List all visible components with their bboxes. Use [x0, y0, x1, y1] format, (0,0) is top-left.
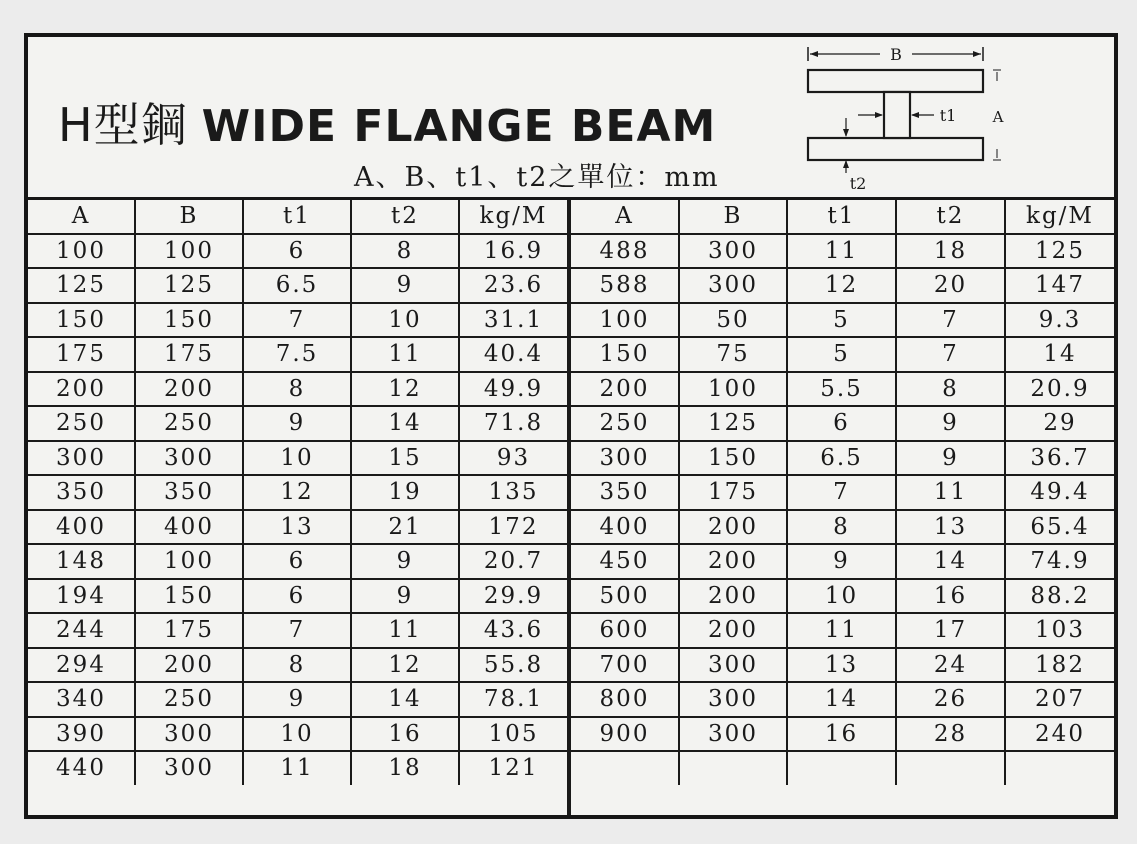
table-cell: 103 — [1005, 613, 1114, 648]
table-cell: 125 — [679, 406, 787, 441]
table-cell — [571, 751, 679, 785]
table-cell: 200 — [679, 510, 787, 545]
spec-table-left — [28, 200, 567, 785]
table-cell: 11 — [351, 337, 459, 372]
table-cell: 100 — [28, 234, 135, 269]
table-cell: 9 — [896, 441, 1005, 476]
table-cell: 88.2 — [1005, 579, 1114, 614]
column-header: kg/M — [1005, 200, 1114, 234]
page-title — [58, 89, 716, 155]
table-cell: 100 — [679, 372, 787, 407]
table-cell: 400 — [135, 510, 243, 545]
table-row — [28, 268, 567, 303]
label-a: A — [992, 108, 1004, 126]
table-row — [28, 337, 567, 372]
table-cell: 294 — [28, 648, 135, 683]
table-row — [571, 613, 1114, 648]
column-header: A — [571, 200, 679, 234]
table-cell: 350 — [571, 475, 679, 510]
table-cell: 18 — [896, 234, 1005, 269]
table-cell: 9 — [896, 406, 1005, 441]
table-cell: 350 — [135, 475, 243, 510]
table-row — [571, 268, 1114, 303]
table-cell: 23.6 — [459, 268, 567, 303]
table-cell: 18 — [351, 751, 459, 785]
table-cell: 400 — [571, 510, 679, 545]
spec-table-area — [28, 200, 1114, 815]
table-cell: 12 — [787, 268, 896, 303]
table-cell: 450 — [571, 544, 679, 579]
table-cell: 7 — [896, 303, 1005, 338]
table-cell: 7 — [896, 337, 1005, 372]
table-cell: 500 — [571, 579, 679, 614]
table-cell: 11 — [351, 613, 459, 648]
h-beam-diagram — [800, 43, 1010, 193]
table-cell: 29.9 — [459, 579, 567, 614]
table-cell: 10 — [787, 579, 896, 614]
table-cell: 125 — [1005, 234, 1114, 269]
table-cell: 300 — [679, 648, 787, 683]
table-row — [28, 717, 567, 752]
table-cell: 10 — [243, 441, 351, 476]
table-cell: 11 — [787, 613, 896, 648]
table-row — [28, 441, 567, 476]
spec-sheet — [24, 33, 1118, 819]
table-cell: 9 — [351, 544, 459, 579]
table-cell: 200 — [135, 372, 243, 407]
table-row — [571, 337, 1114, 372]
table-cell: 9 — [351, 579, 459, 614]
table-cell: 9 — [787, 544, 896, 579]
table-cell: 13 — [243, 510, 351, 545]
table-cell: 250 — [135, 406, 243, 441]
table-cell: 440 — [28, 751, 135, 785]
table-cell: 100 — [135, 544, 243, 579]
table-row — [571, 751, 1114, 785]
table-cell: 20.7 — [459, 544, 567, 579]
table-cell: 172 — [459, 510, 567, 545]
table-cell: 20.9 — [1005, 372, 1114, 407]
h-section-outline — [808, 70, 983, 160]
table-cell: 300 — [135, 441, 243, 476]
table-cell: 9 — [243, 682, 351, 717]
table-cell: 12 — [351, 372, 459, 407]
table-cell: 200 — [571, 372, 679, 407]
table-cell: 147 — [1005, 268, 1114, 303]
table-cell: 26 — [896, 682, 1005, 717]
table-cell: 49.9 — [459, 372, 567, 407]
table-cell: 7 — [243, 303, 351, 338]
dimension-a — [992, 70, 1004, 160]
table-cell: 11 — [787, 234, 896, 269]
table-row — [571, 717, 1114, 752]
table-cell: 6 — [243, 544, 351, 579]
table-cell: 488 — [571, 234, 679, 269]
table-cell: 16 — [351, 717, 459, 752]
table-cell: 250 — [135, 682, 243, 717]
table-cell: 150 — [135, 303, 243, 338]
table-cell: 175 — [135, 337, 243, 372]
label-t1: t1 — [939, 106, 957, 125]
table-cell: 8 — [243, 372, 351, 407]
table-cell: 49.4 — [1005, 475, 1114, 510]
table-cell: 340 — [28, 682, 135, 717]
table-cell — [1005, 751, 1114, 785]
table-cell: 125 — [135, 268, 243, 303]
table-cell: 5 — [787, 337, 896, 372]
table-cell: 14 — [787, 682, 896, 717]
table-cell: 31.1 — [459, 303, 567, 338]
table-cell — [787, 751, 896, 785]
table-cell: 43.6 — [459, 613, 567, 648]
table-cell: 175 — [28, 337, 135, 372]
table-cell: 19 — [351, 475, 459, 510]
table-row — [28, 613, 567, 648]
label-t2: t2 — [849, 174, 867, 193]
table-row — [571, 303, 1114, 338]
table-row — [571, 510, 1114, 545]
table-cell: 200 — [679, 613, 787, 648]
table-cell: 240 — [1005, 717, 1114, 752]
table-cell: 5 — [787, 303, 896, 338]
table-row — [28, 510, 567, 545]
table-cell: 244 — [28, 613, 135, 648]
table-cell: 10 — [243, 717, 351, 752]
table-row — [28, 648, 567, 683]
header — [28, 37, 1114, 200]
table-cell: 16.9 — [459, 234, 567, 269]
table-cell: 74.9 — [1005, 544, 1114, 579]
table-cell: 300 — [679, 682, 787, 717]
table-row — [571, 648, 1114, 683]
table-cell: 16 — [787, 717, 896, 752]
table-cell — [896, 751, 1005, 785]
table-cell: 29 — [1005, 406, 1114, 441]
table-cell: 9 — [243, 406, 351, 441]
table-row — [571, 372, 1114, 407]
table-cell: 16 — [896, 579, 1005, 614]
table-cell: 15 — [351, 441, 459, 476]
table-row — [28, 751, 567, 785]
table-cell: 14 — [896, 544, 1005, 579]
table-cell: 300 — [135, 751, 243, 785]
table-cell: 78.1 — [459, 682, 567, 717]
table-cell: 300 — [135, 717, 243, 752]
table-row — [28, 579, 567, 614]
table-row — [571, 441, 1114, 476]
table-cell: 700 — [571, 648, 679, 683]
table-cell: 65.4 — [1005, 510, 1114, 545]
column-header: A — [28, 200, 135, 234]
table-cell: 17 — [896, 613, 1005, 648]
table-row — [571, 475, 1114, 510]
table-cell: 300 — [679, 234, 787, 269]
table-cell: 150 — [571, 337, 679, 372]
table-cell: 350 — [28, 475, 135, 510]
table-cell: 8 — [351, 234, 459, 269]
table-cell: 390 — [28, 717, 135, 752]
table-cell: 175 — [679, 475, 787, 510]
table-cell: 11 — [896, 475, 1005, 510]
table-cell: 21 — [351, 510, 459, 545]
column-header: B — [135, 200, 243, 234]
spec-table-right — [571, 200, 1114, 785]
table-cell: 400 — [28, 510, 135, 545]
table-cell: 7 — [787, 475, 896, 510]
table-row — [28, 372, 567, 407]
table-cell: 200 — [135, 648, 243, 683]
table-cell: 6.5 — [243, 268, 351, 303]
column-header: t1 — [787, 200, 896, 234]
title-chinese: H型鋼 — [58, 98, 188, 152]
table-cell: 6.5 — [787, 441, 896, 476]
table-cell: 5.5 — [787, 372, 896, 407]
table-cell: 200 — [679, 544, 787, 579]
table-row — [28, 406, 567, 441]
table-row — [28, 544, 567, 579]
table-cell: 121 — [459, 751, 567, 785]
table-cell: 175 — [135, 613, 243, 648]
table-cell: 150 — [28, 303, 135, 338]
column-header: t1 — [243, 200, 351, 234]
table-cell: 6 — [787, 406, 896, 441]
table-cell: 12 — [351, 648, 459, 683]
table-cell: 6 — [243, 234, 351, 269]
table-cell: 11 — [243, 751, 351, 785]
table-cell: 148 — [28, 544, 135, 579]
table-cell: 8 — [243, 648, 351, 683]
table-cell: 6 — [243, 579, 351, 614]
table-cell: 300 — [679, 268, 787, 303]
table-cell: 13 — [896, 510, 1005, 545]
table-cell: 207 — [1005, 682, 1114, 717]
table-cell: 588 — [571, 268, 679, 303]
table-cell: 8 — [787, 510, 896, 545]
table-cell: 150 — [679, 441, 787, 476]
column-header: kg/M — [459, 200, 567, 234]
table-cell: 14 — [351, 406, 459, 441]
table-cell — [679, 751, 787, 785]
table-cell: 36.7 — [1005, 441, 1114, 476]
table-cell: 40.4 — [459, 337, 567, 372]
table-row — [571, 406, 1114, 441]
table-row — [571, 579, 1114, 614]
table-cell: 75 — [679, 337, 787, 372]
table-cell: 125 — [28, 268, 135, 303]
table-cell: 194 — [28, 579, 135, 614]
table-row — [28, 234, 567, 269]
table-cell: 55.8 — [459, 648, 567, 683]
title-english: WIDE FLANGE BEAM — [201, 101, 717, 152]
table-cell: 300 — [28, 441, 135, 476]
table-header-row — [571, 200, 1114, 234]
table-row — [28, 475, 567, 510]
table-cell: 7 — [243, 613, 351, 648]
dimension-t2 — [843, 118, 866, 193]
table-cell: 20 — [896, 268, 1005, 303]
dimension-b — [808, 45, 983, 64]
table-cell: 8 — [896, 372, 1005, 407]
table-cell: 105 — [459, 717, 567, 752]
table-cell: 9.3 — [1005, 303, 1114, 338]
table-cell: 13 — [787, 648, 896, 683]
table-cell: 150 — [135, 579, 243, 614]
table-cell: 9 — [351, 268, 459, 303]
table-cell: 250 — [28, 406, 135, 441]
table-cell: 800 — [571, 682, 679, 717]
table-cell: 24 — [896, 648, 1005, 683]
table-cell: 300 — [571, 441, 679, 476]
table-row — [571, 682, 1114, 717]
table-cell: 300 — [679, 717, 787, 752]
table-row — [571, 234, 1114, 269]
table-cell: 200 — [28, 372, 135, 407]
table-cell: 93 — [459, 441, 567, 476]
table-cell: 200 — [679, 579, 787, 614]
table-cell: 900 — [571, 717, 679, 752]
table-cell: 50 — [679, 303, 787, 338]
table-cell: 100 — [135, 234, 243, 269]
table-cell: 28 — [896, 717, 1005, 752]
column-header: t2 — [351, 200, 459, 234]
table-cell: 250 — [571, 406, 679, 441]
table-cell: 7.5 — [243, 337, 351, 372]
table-cell: 600 — [571, 613, 679, 648]
table-row — [28, 682, 567, 717]
table-header-row — [28, 200, 567, 234]
table-cell: 182 — [1005, 648, 1114, 683]
label-b: B — [890, 45, 902, 64]
column-header: t2 — [896, 200, 1005, 234]
column-header: B — [679, 200, 787, 234]
table-cell: 14 — [351, 682, 459, 717]
table-cell: 100 — [571, 303, 679, 338]
table-row — [28, 303, 567, 338]
table-cell: 71.8 — [459, 406, 567, 441]
table-cell: 10 — [351, 303, 459, 338]
unit-note: A、B、t1、t2之單位：mm — [354, 162, 720, 193]
table-cell: 135 — [459, 475, 567, 510]
table-cell: 12 — [243, 475, 351, 510]
table-cell: 14 — [1005, 337, 1114, 372]
table-row — [571, 544, 1114, 579]
